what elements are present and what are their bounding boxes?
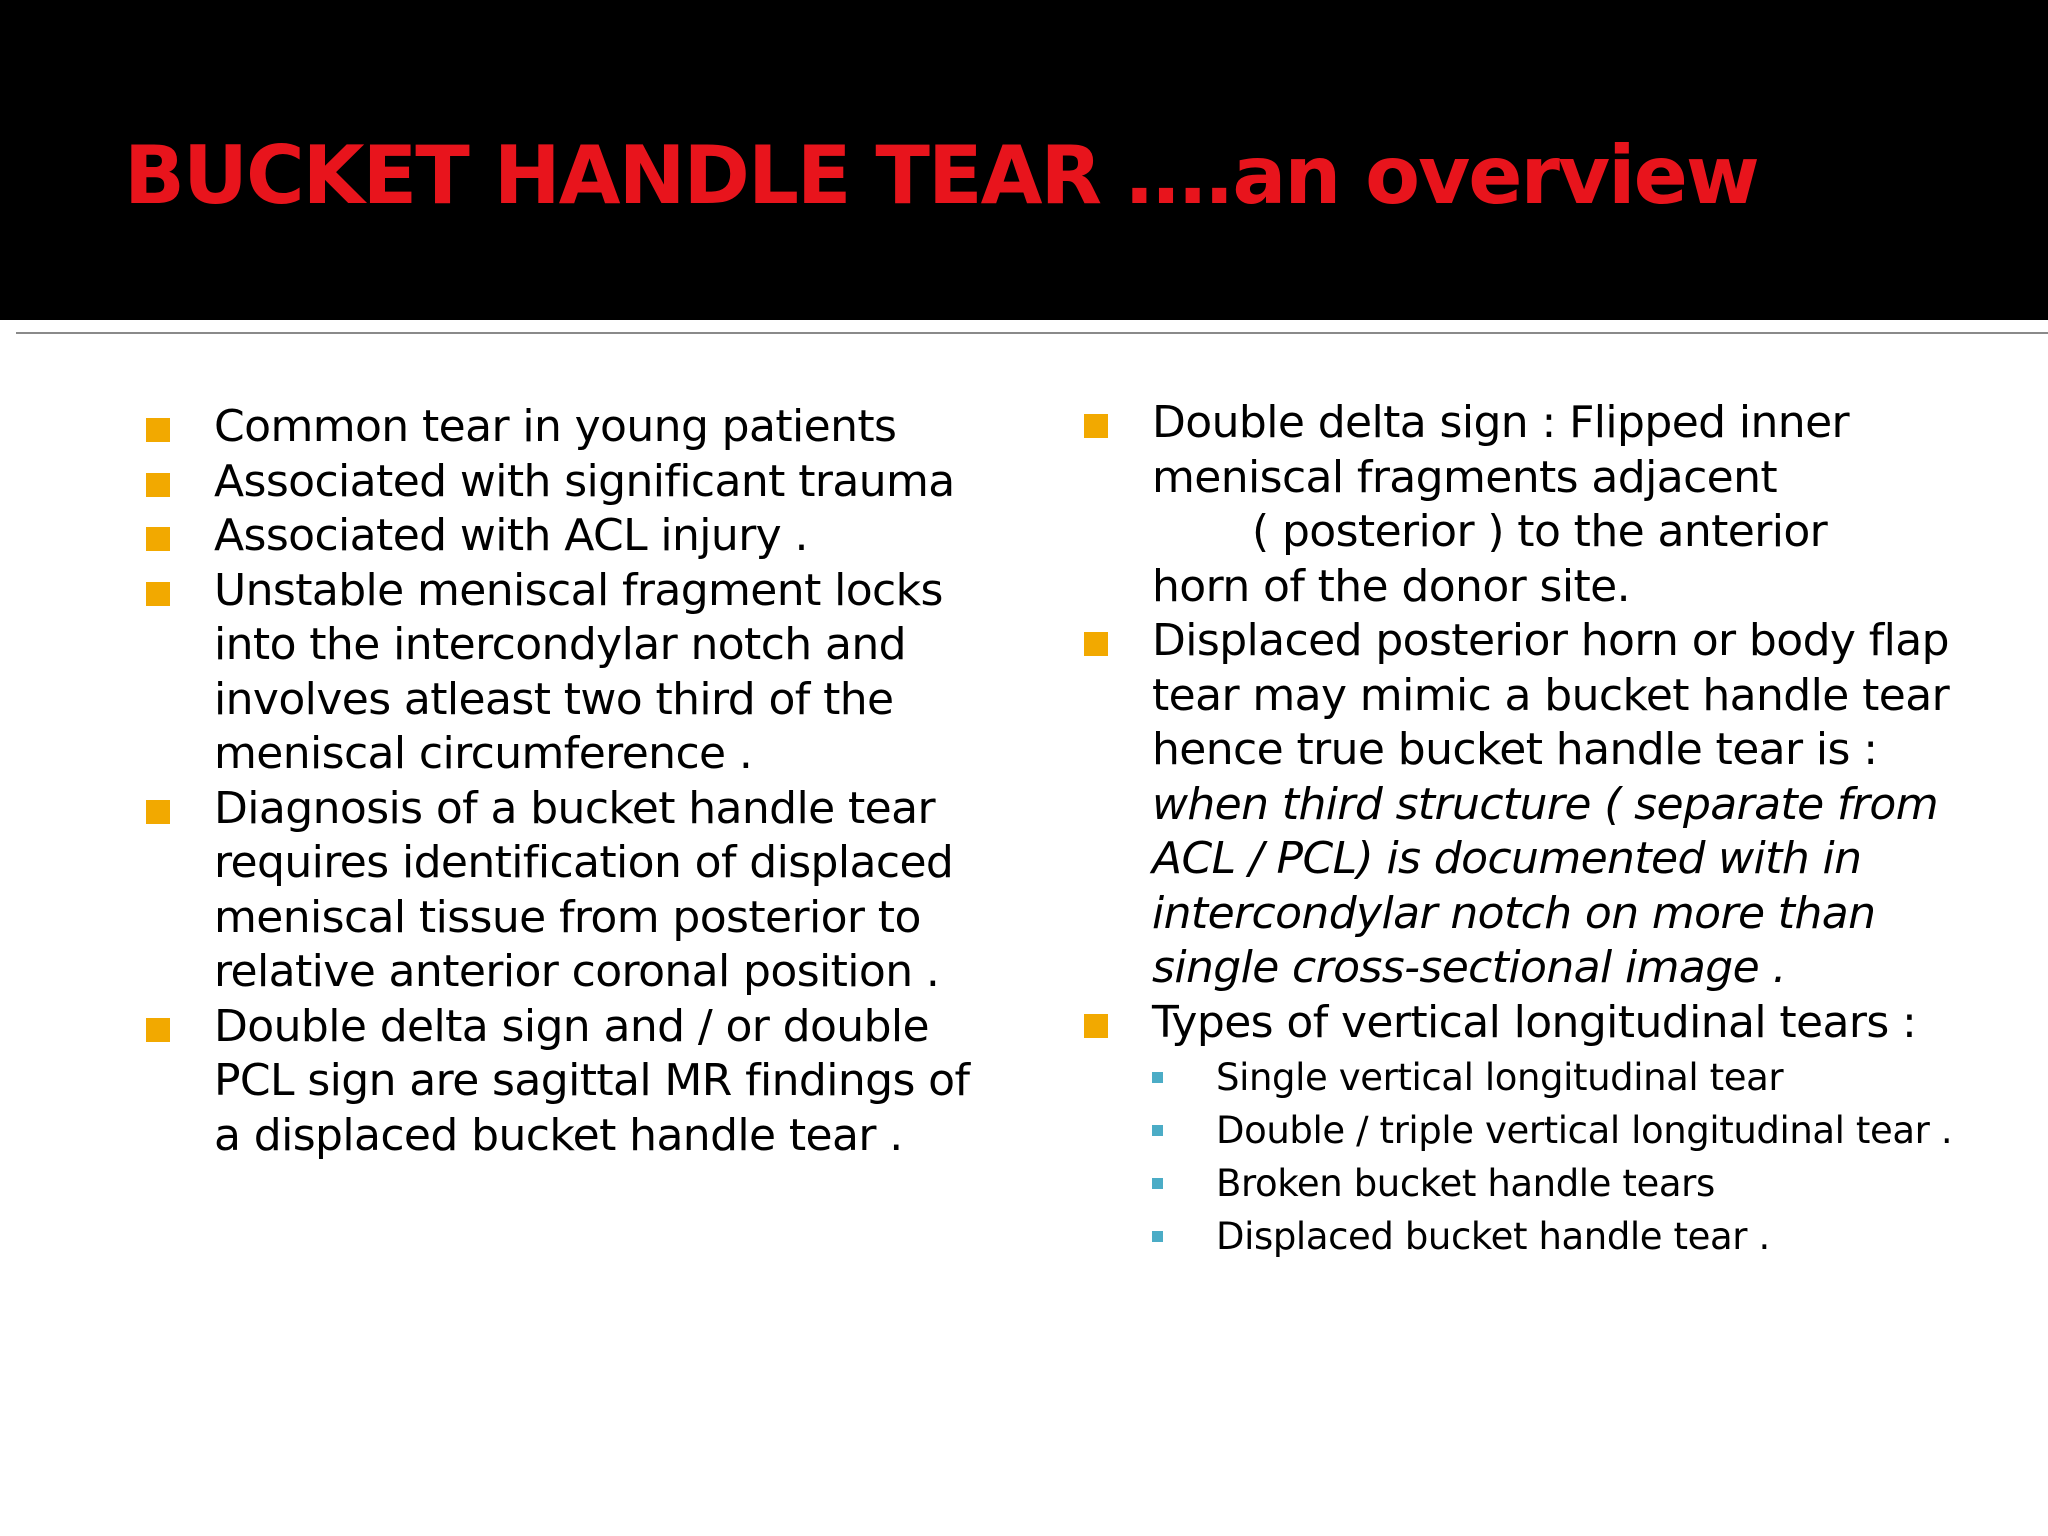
list-item	[146, 509, 976, 564]
small-square-bullet-icon	[1152, 1125, 1163, 1136]
header-underline	[16, 332, 2048, 334]
sub-bullet-list	[1152, 1054, 1984, 1260]
small-square-bullet-icon	[1152, 1178, 1163, 1189]
sub-list-item	[1152, 1213, 1984, 1260]
square-bullet-icon	[1084, 1014, 1108, 1038]
list-item-text: Types of vertical longitudinal tears :	[1152, 996, 1917, 1048]
list-item-text-line: Double delta sign : Flipped inner	[1152, 397, 1850, 448]
list-item	[1084, 996, 1984, 1261]
list-item-text: Common tear in young patients	[214, 401, 897, 452]
square-bullet-icon	[1084, 632, 1108, 656]
small-square-bullet-icon	[1152, 1231, 1163, 1242]
title-bar	[0, 0, 2048, 320]
list-item-text-line: ( posterior ) to the anterior	[1252, 506, 1828, 557]
list-item-text: Associated with significant trauma	[214, 455, 955, 507]
list-item-text: Diagnosis of a bucket handle tear requires identification of displaced meniscal tissue from posterior to relative anterior coronal position .	[214, 782, 954, 997]
list-item	[146, 564, 976, 782]
header-divider	[0, 320, 2048, 328]
sub-list-item-text: Single vertical longitudinal tear	[1216, 1056, 1784, 1099]
small-square-bullet-icon	[1152, 1072, 1163, 1083]
list-item-text: Displaced posterior horn or body flap tear may mimic a bucket handle tear hence true bucket handle tear is :	[1152, 615, 1950, 775]
sub-list-item	[1152, 1107, 1984, 1154]
list-item-text: Associated with ACL injury .	[214, 510, 808, 561]
slide-title: BUCKET HANDLE TEAR ….an overview	[124, 129, 1758, 222]
square-bullet-icon	[146, 800, 170, 824]
list-item	[146, 782, 976, 1000]
sub-list-item	[1152, 1160, 1984, 1207]
list-item	[1084, 614, 1984, 996]
right-bullet-list	[1084, 396, 1984, 1266]
square-bullet-icon	[1084, 414, 1108, 438]
square-bullet-icon	[146, 418, 170, 442]
list-item-text-line: horn of the donor site.	[1152, 560, 1630, 612]
square-bullet-icon	[146, 527, 170, 551]
sub-list-item-text: Displaced bucket handle tear .	[1216, 1215, 1770, 1258]
square-bullet-icon	[146, 582, 170, 606]
list-item-italic-text: when third structure ( separate from ACL / PCL) is documented with in intercondylar notch on more than single cross-sectional image .	[1152, 778, 1938, 993]
list-item-text: Unstable meniscal fragment locks into the intercondylar notch and involves atleast two third of the meniscal circumference .	[214, 564, 943, 779]
list-item	[1084, 396, 1984, 614]
sub-list-item-text: Double / triple vertical longitudinal tear .	[1216, 1109, 1953, 1152]
list-item-text-line: meniscal fragments adjacent	[1152, 451, 1778, 503]
sub-list-item-text: Broken bucket handle tears	[1216, 1162, 1715, 1205]
list-item-text: Double delta sign and / or double PCL sign are sagittal MR findings of a displaced bucket handle tear .	[214, 1000, 970, 1161]
list-item	[146, 455, 976, 510]
left-bullet-list	[146, 400, 976, 1163]
list-item	[146, 1000, 976, 1164]
sub-list-item	[1152, 1054, 1984, 1101]
square-bullet-icon	[146, 1018, 170, 1042]
list-item	[146, 400, 976, 455]
square-bullet-icon	[146, 473, 170, 497]
